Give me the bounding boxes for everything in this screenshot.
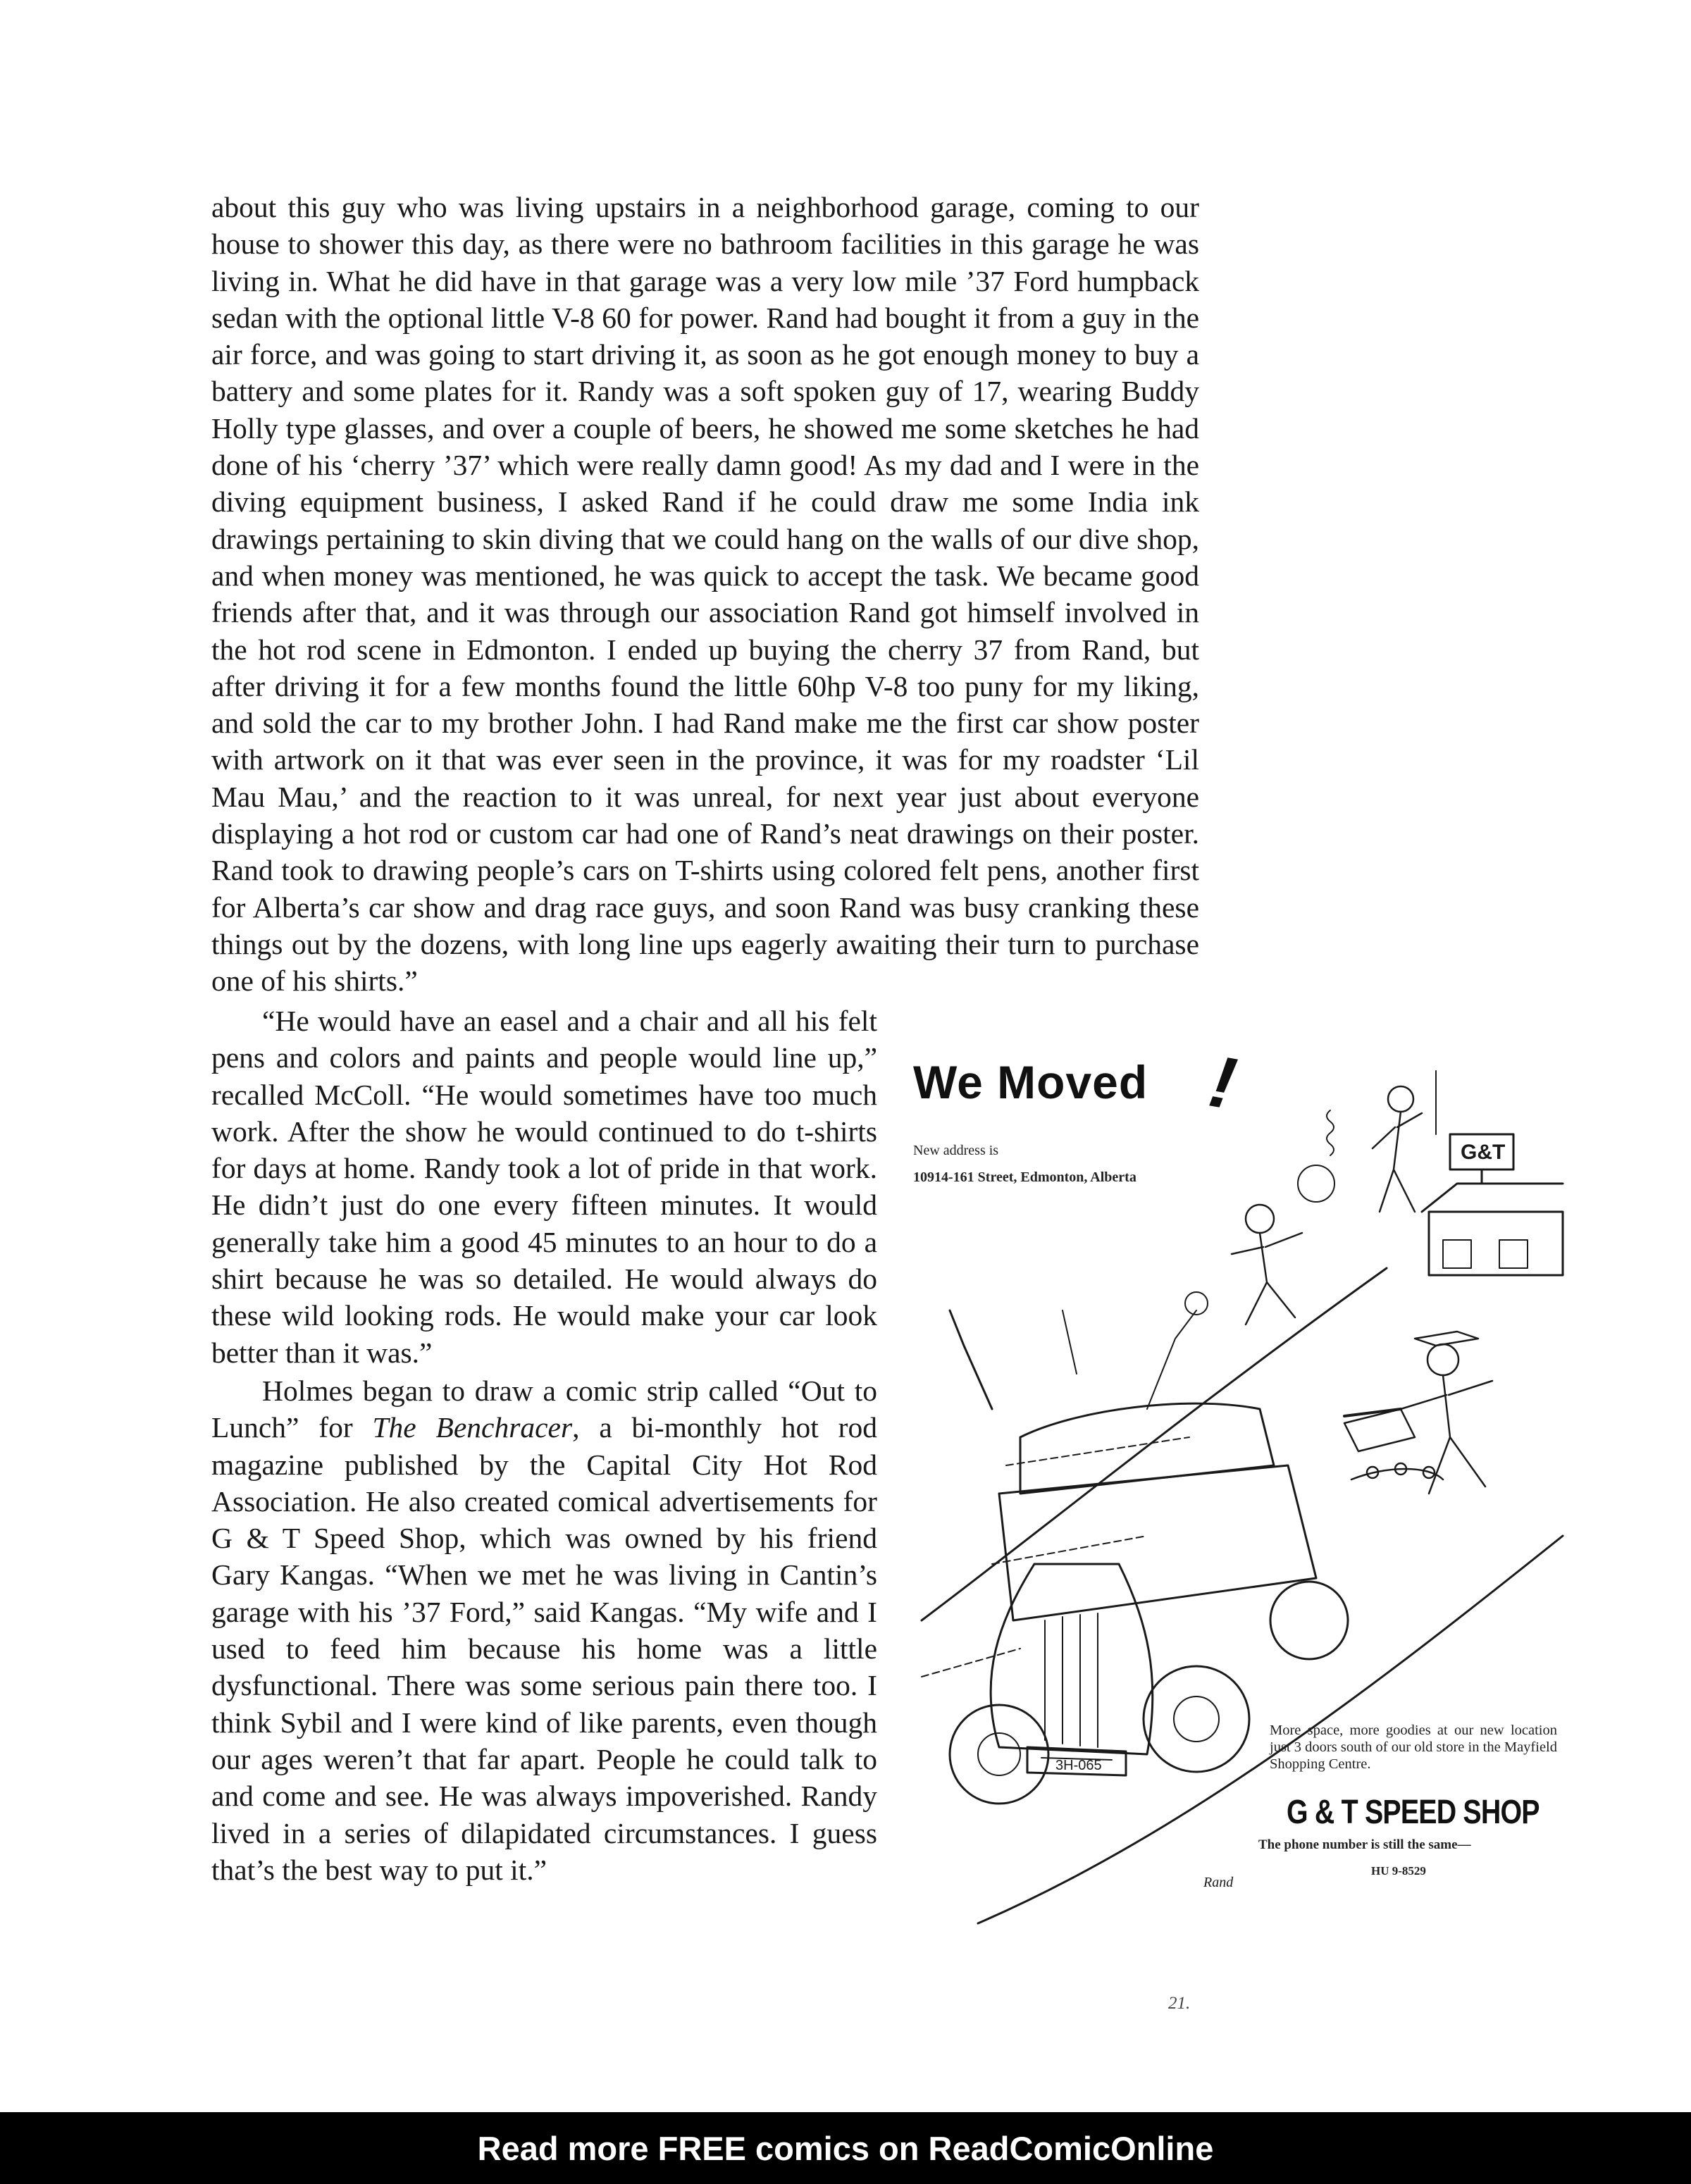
mechanic-figure (1373, 1086, 1422, 1212)
paragraph-3-start: Holmes began to draw a comic strip called “Out to Lunch” for (211, 1375, 877, 1444)
page-number: 21. (1168, 1994, 1191, 2013)
ad-phone-note: The phone number is still the same— (1258, 1837, 1471, 1852)
article-paragraph-1: about this guy who was living upstairs in a neighborhood garage, coming to our house to shower this day, as there were no bathroom facilities in this garage he was living in. What he did have in that garage was a very low mile ’37 Ford humpback sedan with the optional little V-8 60 for power. Rand had bought it from a guy in the air force, and was going to start driving it, as soon as he got enough money to buy a battery and some plates for it. Randy was a soft spoken guy of 17, wearing Buddy Holly type glasses, and over a couple of beers, he showed me some sketches he had done of his ‘cherry ’37’ which were really damn good! As my dad and I were in the diving equipment business, I asked Rand if he could draw me some India ink drawings pertaining to skin diving that we could hang on the walls of our dive shop, and when money was mentioned, he was quick to accept the task. We became good friends after that, and it was through our association Rand got himself involved in the hot rod scene in Edmonton. I ended up buying the cherry 37 from Rand, but after driving it for a few months found the little 60hp V-8 too puny for my liking, and sold the car to my brother John. I had Rand make me the first car show poster with artwork on it that was ever seen in the province, it was for my roadster ‘Lil Mau Mau,’ and the reaction to it was unreal, for next year just about everyone displaying a hot rod or custom car had one of Rand’s neat drawings on their poster. Rand took to drawing people’s cars on T-shirts using colored felt pens, another first for Alberta’s car show and drag race guys, and soon Rand was busy cranking these things out by the dozens, with long line ups eagerly awaiting their turn to purchase one of his shirts.” (211, 191, 1199, 998)
ad-address: 10914-161 Street, Edmonton, Alberta (913, 1169, 1136, 1185)
license-plate-text: 3H-065 (1055, 1758, 1102, 1773)
rider-figure (1232, 1205, 1302, 1324)
paragraph-3-end: , a bi-monthly hot rod magazine published by the Capital City Hot Rod Association. He also created comical advertisements for G & T Speed Shop, which was owned by his friend Gary Kangas. “When we met he was living in Cantin’s garage with his ’37 Ford,” said Kangas. “My wife and I used to feed him because his home was a little dysfunctional. There was some serious pain there too. I think Sybil and I were kind of like parents, even though our ages weren’t that far apart. People he could talk to and come and see. He was always impoverished. Randy lived in a series of dilapidated circumstances. I guess that’s the best way to put it.” (211, 1411, 877, 1886)
road-line (1006, 1437, 1189, 1465)
ad-headline: We Moved (913, 1056, 1148, 1108)
ad-phone-number: HU 9-8529 (1371, 1864, 1426, 1878)
article-paragraph-3 (211, 1372, 877, 1888)
shop-sign-text: G&T (1461, 1141, 1506, 1164)
magazine-title: The Benchracer (372, 1411, 573, 1444)
spring-coil (1327, 1110, 1334, 1155)
road-line (922, 1268, 1387, 1620)
ad-exclamation: ! (1203, 1040, 1242, 1126)
road-line (922, 1649, 1020, 1677)
artist-signature: Rand (1203, 1875, 1234, 1890)
hose-ring (1298, 1165, 1334, 1202)
shop-building (1422, 1071, 1563, 1275)
article-paragraph-2: “He would have an easel and a chair and all his felt pens and colors and paints and people would line up,” recalled McColl. “He would sometimes have too much work. After the show he would continued to do t-shirts for days at home. Randy took a lot of pride in that work. He didn’t just do one every fifteen minutes. It would generally take him a good 45 minutes to an hour to do a shirt because he was so detailed. He would always do these wild looking rods. He would make your car look better than it was.” (211, 1005, 877, 1369)
promo-banner[interactable] (0, 2112, 1691, 2184)
ad-body-copy: More space, more goodies at our new location just 3 doors south of our old store in the Mayfield Shopping Centre. (1270, 1723, 1557, 1772)
engine-parts (1344, 1409, 1443, 1479)
road-line (992, 1536, 1147, 1564)
promo-banner-text[interactable]: Read more FREE comics on ReadComicOnline (477, 2129, 1214, 2167)
ad-shop-name: G & T SPEED SHOP (1287, 1794, 1540, 1831)
ad-address-label: New address is (913, 1143, 999, 1158)
